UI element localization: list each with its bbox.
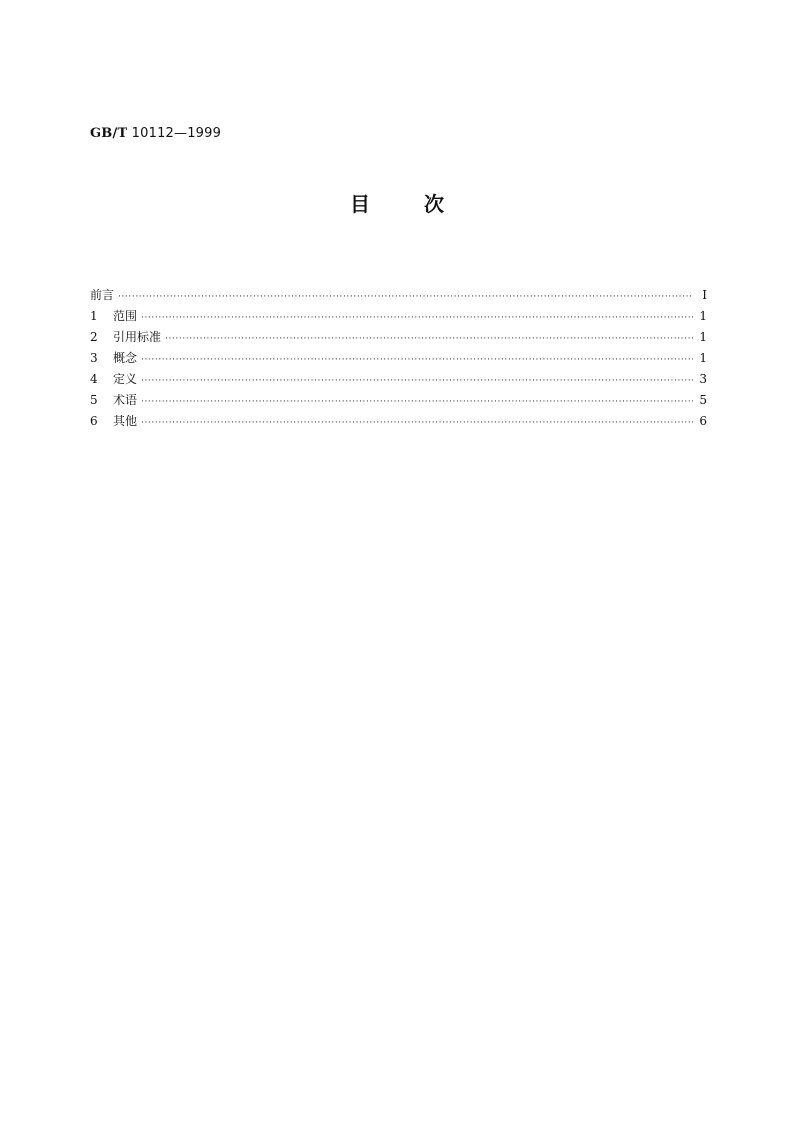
toc-leader-dots (141, 308, 693, 329)
standard-prefix: GB/T (90, 126, 128, 141)
toc-leader-dots (118, 287, 693, 308)
toc-leader-dots (165, 329, 693, 350)
toc-entry-page: 1 (699, 309, 707, 323)
toc-entry-scope[interactable] (90, 306, 707, 327)
toc-entry-label: 其他 (113, 414, 138, 428)
toc-entry-number: 4 (90, 372, 98, 386)
standard-code (90, 126, 221, 141)
toc-entry-label: 前言 (90, 288, 115, 302)
toc-leader-dots (141, 371, 693, 392)
toc-entry-number: 6 (90, 414, 98, 428)
toc-entry-definitions[interactable] (90, 369, 707, 390)
toc-entry-terms[interactable] (90, 390, 707, 411)
toc-entry-concepts[interactable] (90, 348, 707, 369)
toc-entry-label: 定义 (113, 372, 138, 386)
toc-entry-label: 术语 (113, 393, 138, 407)
toc-entry-page: 1 (699, 351, 707, 365)
standard-number: 10112—1999 (131, 126, 222, 141)
toc-entry-label: 范围 (113, 309, 138, 323)
toc-entry-references[interactable] (90, 327, 707, 348)
page-title: 目次 (350, 192, 498, 216)
toc-entry-number: 1 (90, 309, 98, 323)
toc-entry-page: 1 (699, 330, 707, 344)
table-of-contents (90, 285, 707, 432)
toc-entry-label: 概念 (113, 351, 138, 365)
toc-leader-dots (141, 392, 693, 413)
toc-entry-label: 引用标准 (113, 330, 162, 344)
toc-entry-page: 5 (699, 393, 707, 407)
toc-leader-dots (141, 350, 693, 371)
toc-entry-number: 3 (90, 351, 98, 365)
toc-entry-number: 5 (90, 393, 98, 407)
toc-entry-foreword[interactable] (90, 285, 707, 306)
toc-entry-page: 3 (699, 372, 707, 386)
toc-entry-number: 2 (90, 330, 98, 344)
toc-entry-page: I (702, 288, 707, 302)
toc-entry-page: 6 (699, 414, 707, 428)
toc-entry-other[interactable] (90, 411, 707, 432)
toc-leader-dots (141, 413, 693, 434)
